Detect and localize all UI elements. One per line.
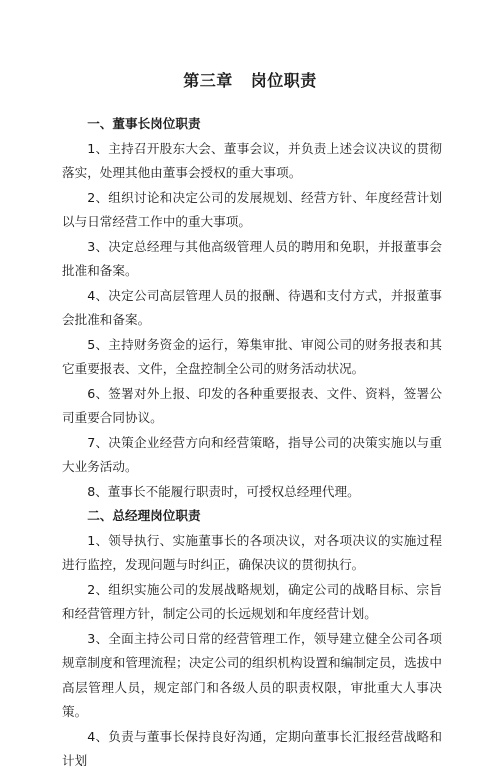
paragraph: 3、全面主持公司日常的经营管理工作，领导建立健全公司各项规章制度和管理流程；决定公司的组织机构设置和编制定员，选拔中高层管理人员，规定部门和各级人员的职责权限，审批重大人事决策。 (62, 630, 442, 719)
paragraph: 4、决定公司高层管理人员的报酬、待遇和支付方式，并报董事会批准和备案。 (62, 287, 442, 327)
paragraph: 4、负责与董事长保持良好沟通，定期向董事长汇报经营战略和计划 (62, 728, 442, 768)
chapter-number: 第三章 (183, 71, 233, 90)
paragraph: 8、董事长不能履行职责时，可授权总经理代理。 (87, 483, 360, 499)
paragraph: 6、签署对外上报、印发的各种重要报表、文件、资料，签署公司重要合同协议。 (62, 385, 442, 425)
section-heading-general-manager: 二、总经理岗位职责 (87, 508, 201, 523)
paragraph: 1、主持召开股东大会、董事会议，并负责上述会议决议的贯彻落实，处理其他由董事会授权的重大事项。 (62, 140, 442, 180)
paragraph: 5、主持财务资金的运行，筹集审批、审阅公司的财务报表和其它重要报表、文件，全盘控制全公司的财务活动状况。 (62, 336, 442, 376)
paragraph: 3、决定总经理与其他高级管理人员的聘用和免职，并报董事会批准和备案。 (62, 238, 442, 278)
document-body (62, 112, 442, 774)
paragraph: 2、组织实施公司的发展战略规划，确定公司的战略目标、宗旨和经营管理方针，制定公司的长远规划和年度经营计划。 (62, 581, 442, 621)
chapter-title (0, 68, 500, 91)
paragraph: 1、领导执行、实施董事长的各项决议，对各项决议的实施过程进行监控，发现问题与时纠正，确保决议的贯彻执行。 (62, 532, 442, 572)
chapter-name: 岗位职责 (250, 71, 317, 90)
paragraph: 2、组织讨论和决定公司的发展规划、经营方针、年度经营计划以与日常经营工作中的重大事项。 (62, 189, 442, 229)
paragraph: 7、决策企业经营方向和经营策略，指导公司的决策实施以与重大业务活动。 (62, 434, 442, 474)
section-heading-chairman: 一、董事长岗位职责 (87, 116, 201, 131)
